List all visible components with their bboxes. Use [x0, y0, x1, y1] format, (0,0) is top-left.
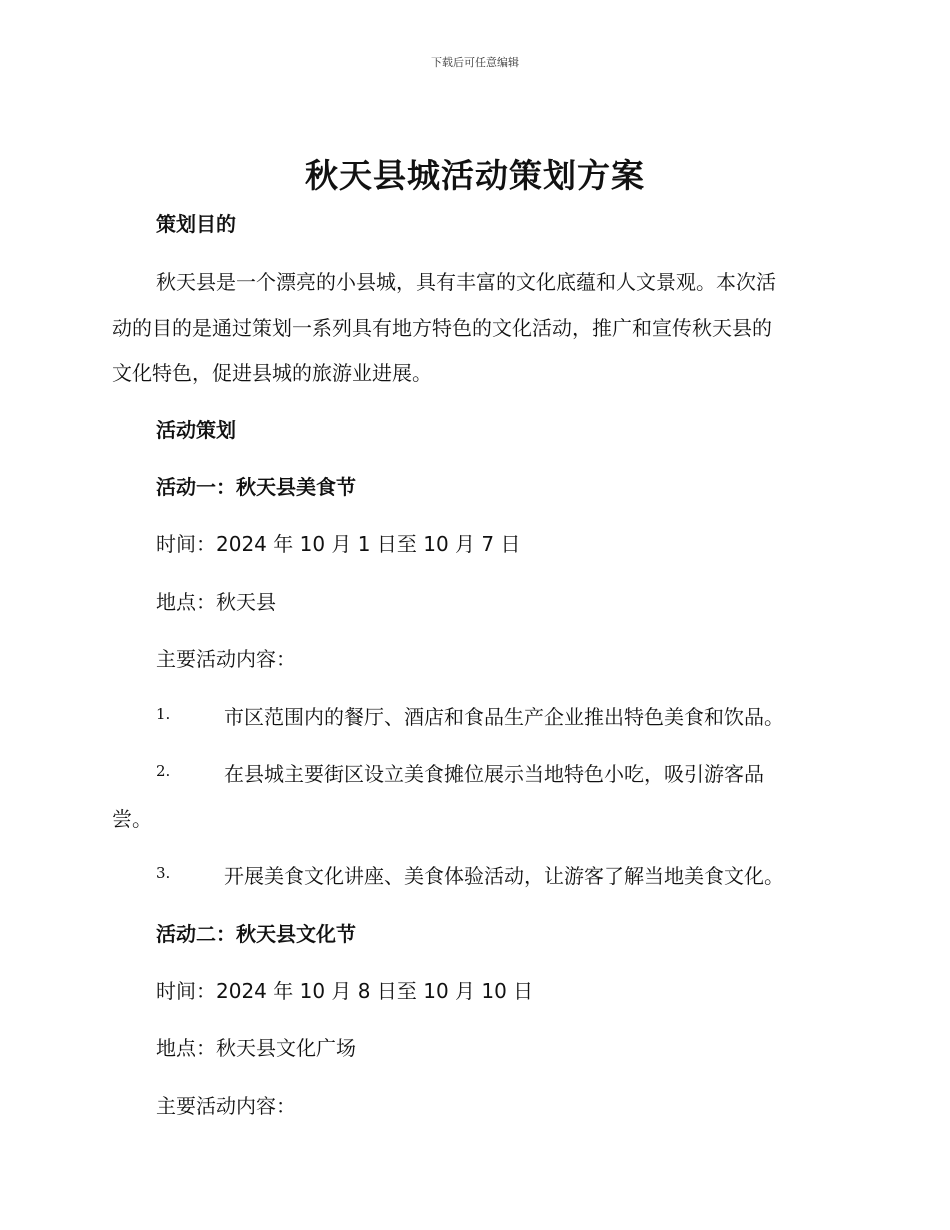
activity2-time: 时间：2024 年 10 月 8 日至 10 月 10 日 — [156, 979, 534, 1003]
purpose-heading: 策划目的 — [156, 212, 236, 236]
activity1-content-label: 主要活动内容： — [156, 647, 296, 671]
activity1-time: 时间：2024 年 10 月 1 日至 10 月 7 日 — [156, 532, 521, 556]
activity1-place: 地点：秋天县 — [156, 590, 276, 614]
plan-heading: 活动策划 — [156, 418, 236, 442]
list-number: 1. — [156, 705, 171, 723]
list-number: 3. — [156, 864, 171, 882]
activity2-content-label: 主要活动内容： — [156, 1094, 296, 1118]
purpose-line-1: 秋天县是一个漂亮的小县城，具有丰富的文化底蕴和人文景观。本次活 — [156, 270, 776, 294]
list-item: 在县城主要街区设立美食摊位展示当地特色小吃，吸引游客品 — [224, 762, 764, 786]
list-item: 市区范围内的餐厅、酒店和食品生产企业推出特色美食和饮品。 — [224, 705, 784, 729]
activity1-heading: 活动一：秋天县美食节 — [156, 475, 356, 499]
activity2-heading: 活动二：秋天县文化节 — [156, 922, 356, 946]
document-title: 秋天县城活动策划方案 — [305, 156, 645, 195]
list-item: 开展美食文化讲座、美食体验活动，让游客了解当地美食文化。 — [224, 864, 784, 888]
header-note: 下载后可任意编辑 — [431, 56, 519, 69]
activity2-place: 地点：秋天县文化广场 — [156, 1036, 356, 1060]
list-item-continuation: 尝。 — [112, 807, 152, 831]
purpose-line-2: 动的目的是通过策划一系列具有地方特色的文化活动，推广和宣传秋天县的 — [112, 316, 772, 340]
purpose-line-3: 文化特色，促进县城的旅游业进展。 — [112, 361, 432, 385]
list-number: 2. — [156, 762, 171, 780]
